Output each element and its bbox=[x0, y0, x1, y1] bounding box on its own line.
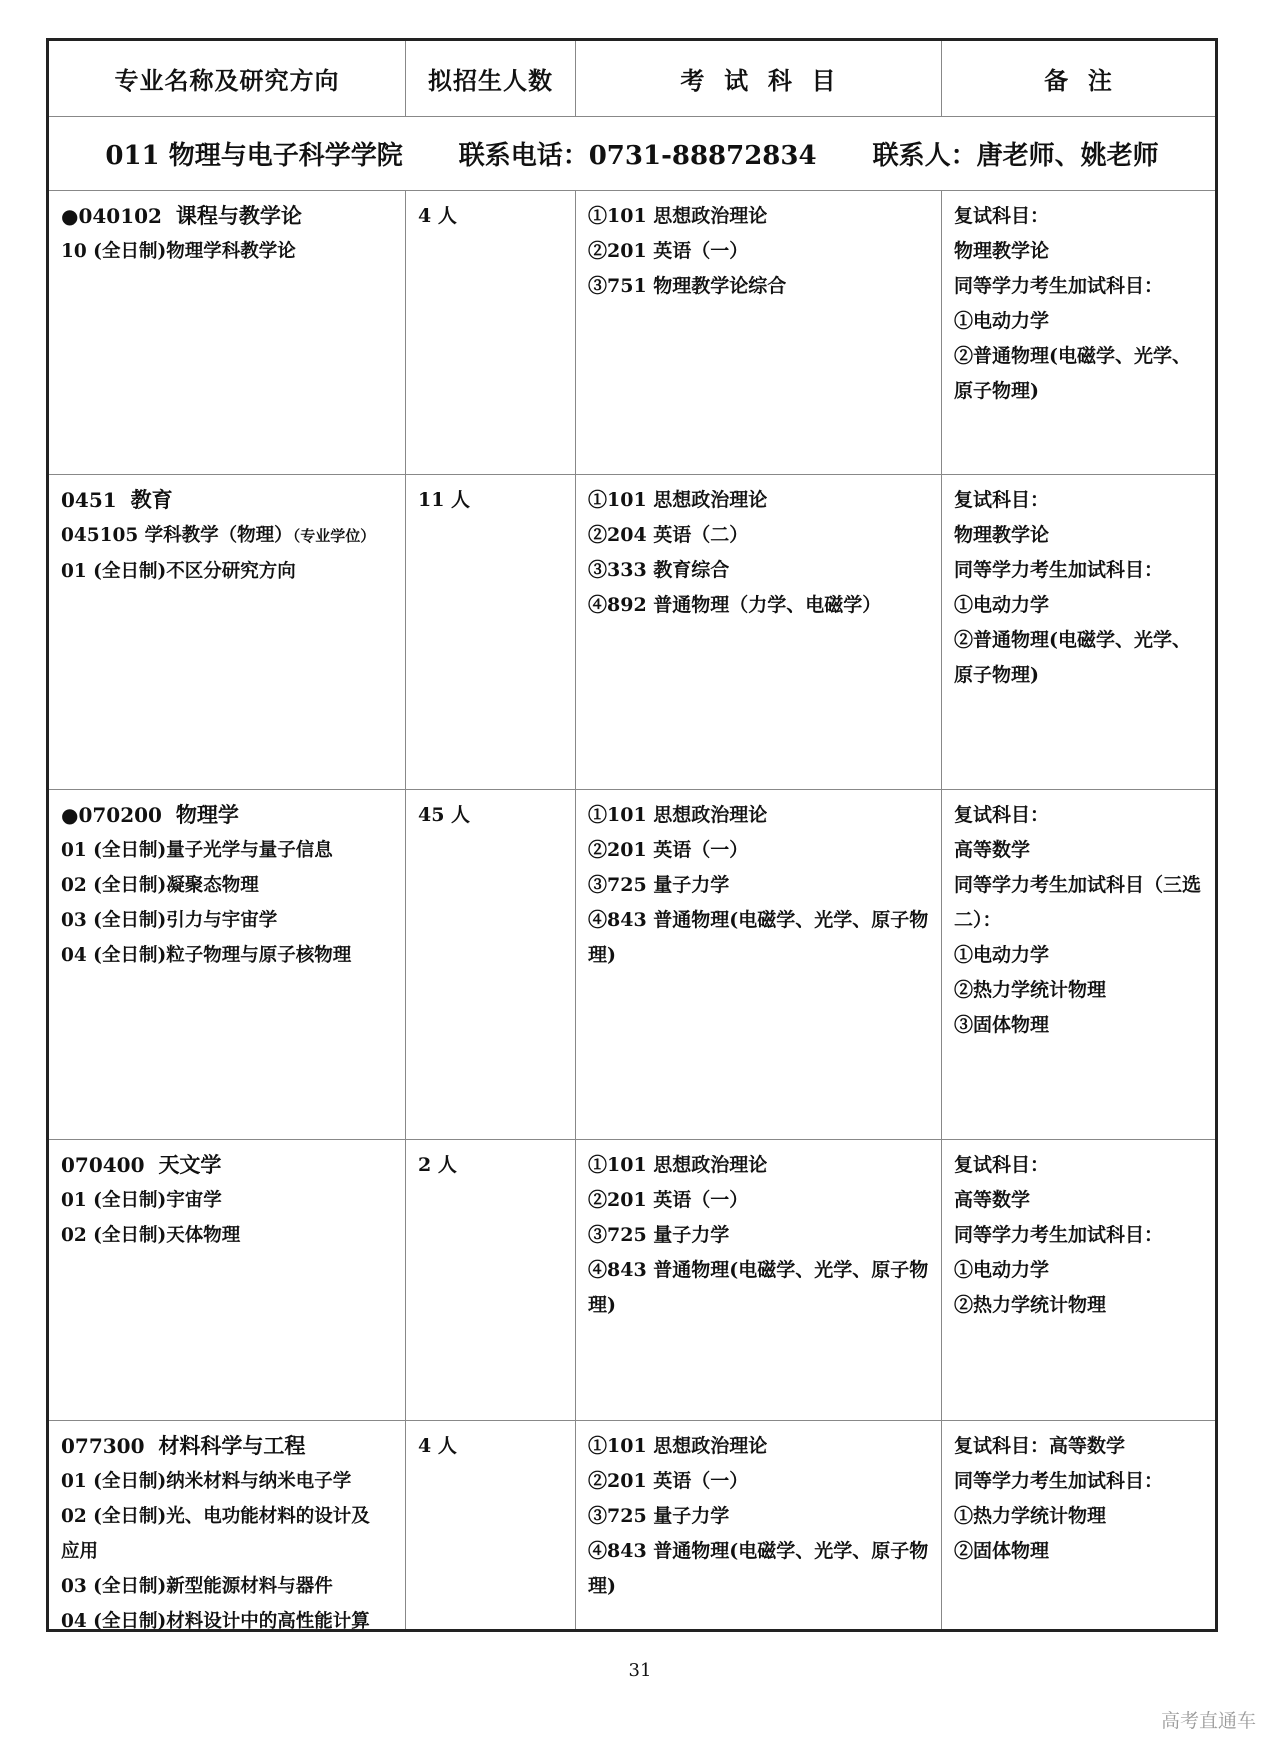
table-row bbox=[49, 1139, 1215, 1420]
direction-item: 01 (全日制)宇宙学 bbox=[61, 1190, 222, 1211]
exam-item: ③333 教育综合 bbox=[588, 559, 730, 581]
major-sub: 045105 学科教学（物理） bbox=[61, 525, 293, 546]
exam-item: ②201 英语（一） bbox=[588, 1189, 749, 1211]
note-item: 同等学力考生加试科目： bbox=[954, 1470, 1164, 1492]
college-name: 011 物理与电子科学学院 bbox=[105, 141, 403, 171]
note-item: 物理教学论 bbox=[954, 524, 1050, 546]
note-item: 复试科目：高等数学 bbox=[954, 1435, 1126, 1457]
enrollment-cell: 45 人 bbox=[405, 790, 575, 1139]
notes-cell bbox=[941, 1140, 1215, 1420]
major-code: 0451 bbox=[61, 488, 117, 512]
table-row bbox=[49, 474, 1215, 789]
note-item: 高等数学 bbox=[954, 839, 1031, 861]
exams-cell bbox=[575, 1140, 941, 1420]
note-item: 复试科目： bbox=[954, 489, 1050, 511]
direction-item: 03 (全日制)引力与宇宙学 bbox=[61, 910, 278, 931]
direction-item: 01 (全日制)量子光学与量子信息 bbox=[61, 840, 333, 861]
notes-cell bbox=[941, 191, 1215, 474]
direction-item: 10 (全日制)物理学科教学论 bbox=[61, 241, 296, 262]
college-contact: 联系人：唐老师、姚老师 bbox=[872, 141, 1159, 171]
note-item: ③固体物理 bbox=[954, 1014, 1050, 1036]
exam-item: ②201 英语（一） bbox=[588, 240, 749, 262]
major-code: 070400 bbox=[61, 1153, 145, 1177]
exam-item: ③751 物理教学论综合 bbox=[588, 275, 787, 297]
exam-item: ④843 普通物理(电磁学、光学、原子物 bbox=[588, 1259, 929, 1281]
note-item: 原子物理) bbox=[954, 380, 1039, 402]
note-item: 同等学力考生加试科目： bbox=[954, 275, 1164, 297]
major-cell bbox=[49, 1140, 405, 1420]
major-cell bbox=[49, 191, 405, 474]
exams-cell bbox=[575, 1421, 941, 1629]
direction-item: 02 (全日制)天体物理 bbox=[61, 1225, 241, 1246]
notes-cell bbox=[941, 1421, 1215, 1629]
direction-item: 02 (全日制)光、电功能材料的设计及 bbox=[61, 1506, 370, 1527]
enrollment-cell: 11 人 bbox=[405, 475, 575, 789]
exam-item: ③725 量子力学 bbox=[588, 874, 730, 896]
exams-cell bbox=[575, 475, 941, 789]
exam-item: ②201 英语（一） bbox=[588, 1470, 749, 1492]
major-sub-note: （专业学位） bbox=[292, 527, 376, 545]
enrollment-cell: 4 人 bbox=[405, 191, 575, 474]
note-item: 复试科目： bbox=[954, 205, 1050, 227]
exam-item: 理) bbox=[588, 944, 616, 966]
exam-item: ①101 思想政治理论 bbox=[588, 489, 768, 511]
college-phone: 联系电话：0731-88872834 bbox=[458, 141, 817, 171]
direction-item: 04 (全日制)材料设计中的高性能计算 bbox=[61, 1611, 370, 1632]
note-item: 复试科目： bbox=[954, 1154, 1050, 1176]
note-item: 原子物理) bbox=[954, 664, 1039, 686]
note-item: ②热力学统计物理 bbox=[954, 979, 1107, 1001]
major-name: 课程与教学论 bbox=[175, 204, 302, 228]
header-major: 专业名称及研究方向 bbox=[114, 67, 340, 95]
exam-item: ③725 量子力学 bbox=[588, 1505, 730, 1527]
major-name: 天文学 bbox=[158, 1153, 222, 1177]
admissions-table bbox=[46, 38, 1218, 1632]
note-item: 复试科目： bbox=[954, 804, 1050, 826]
major-cell bbox=[49, 790, 405, 1139]
note-item: 二）： bbox=[954, 909, 1002, 931]
major-cell bbox=[49, 475, 405, 789]
college-banner bbox=[49, 116, 1215, 190]
exam-item: ②201 英语（一） bbox=[588, 839, 749, 861]
note-item: ①电动力学 bbox=[954, 310, 1050, 332]
exam-item: ③725 量子力学 bbox=[588, 1224, 730, 1246]
page-number: 31 bbox=[628, 1660, 652, 1681]
table-row bbox=[49, 1420, 1215, 1632]
exam-item: ④843 普通物理(电磁学、光学、原子物 bbox=[588, 909, 929, 931]
note-item: ②普通物理(电磁学、光学、 bbox=[954, 629, 1191, 651]
note-item: 高等数学 bbox=[954, 1189, 1031, 1211]
note-item: 同等学力考生加试科目（三选 bbox=[954, 874, 1202, 896]
exam-item: ①101 思想政治理论 bbox=[588, 804, 768, 826]
notes-cell bbox=[941, 475, 1215, 789]
exams-cell bbox=[575, 191, 941, 474]
major-code: 077300 bbox=[61, 1434, 145, 1458]
note-item: ①电动力学 bbox=[954, 594, 1050, 616]
exam-item: ④892 普通物理（力学、电磁学） bbox=[588, 594, 882, 616]
direction-item: 03 (全日制)新型能源材料与器件 bbox=[61, 1576, 333, 1597]
direction-item: 04 (全日制)粒子物理与原子核物理 bbox=[61, 945, 352, 966]
enrollment-cell: 4 人 bbox=[405, 1421, 575, 1629]
table-row bbox=[49, 789, 1215, 1139]
enrollment-cell: 2 人 bbox=[405, 1140, 575, 1420]
exam-item: ②204 英语（二） bbox=[588, 524, 749, 546]
exam-item: ①101 思想政治理论 bbox=[588, 1435, 768, 1457]
watermark-text: 高考直通车 bbox=[1160, 1710, 1256, 1732]
exams-cell bbox=[575, 790, 941, 1139]
note-item: ①电动力学 bbox=[954, 944, 1050, 966]
exam-item: 理) bbox=[588, 1575, 616, 1597]
header-enrollment: 拟招生人数 bbox=[405, 41, 575, 116]
direction-item: 01 (全日制)不区分研究方向 bbox=[61, 561, 296, 582]
exam-item: ①101 思想政治理论 bbox=[588, 1154, 768, 1176]
direction-item: 应用 bbox=[61, 1541, 99, 1562]
note-item: ①电动力学 bbox=[954, 1259, 1050, 1281]
note-item: ②固体物理 bbox=[954, 1540, 1050, 1562]
note-item: 同等学力考生加试科目： bbox=[954, 1224, 1164, 1246]
major-name: 物理学 bbox=[175, 803, 239, 827]
exam-item: 理) bbox=[588, 1294, 616, 1316]
major-name: 材料科学与工程 bbox=[158, 1434, 306, 1458]
note-item: ②普通物理(电磁学、光学、 bbox=[954, 345, 1191, 367]
direction-item: 01 (全日制)纳米材料与纳米电子学 bbox=[61, 1471, 352, 1492]
header-notes: 备 注 bbox=[941, 41, 1215, 116]
note-item: 同等学力考生加试科目： bbox=[954, 559, 1164, 581]
table-row bbox=[49, 190, 1215, 474]
notes-cell bbox=[941, 790, 1215, 1139]
major-code: ●070200 bbox=[61, 803, 162, 827]
major-code: ●040102 bbox=[61, 204, 162, 228]
header-exams: 考 试 科 目 bbox=[575, 41, 941, 116]
direction-item: 02 (全日制)凝聚态物理 bbox=[61, 875, 259, 896]
table-header bbox=[49, 41, 1215, 116]
note-item: 物理教学论 bbox=[954, 240, 1050, 262]
note-item: ②热力学统计物理 bbox=[954, 1294, 1107, 1316]
exam-item: ④843 普通物理(电磁学、光学、原子物 bbox=[588, 1540, 929, 1562]
exam-item: ①101 思想政治理论 bbox=[588, 205, 768, 227]
note-item: ①热力学统计物理 bbox=[954, 1505, 1107, 1527]
major-cell bbox=[49, 1421, 405, 1632]
major-name: 教育 bbox=[130, 488, 173, 512]
